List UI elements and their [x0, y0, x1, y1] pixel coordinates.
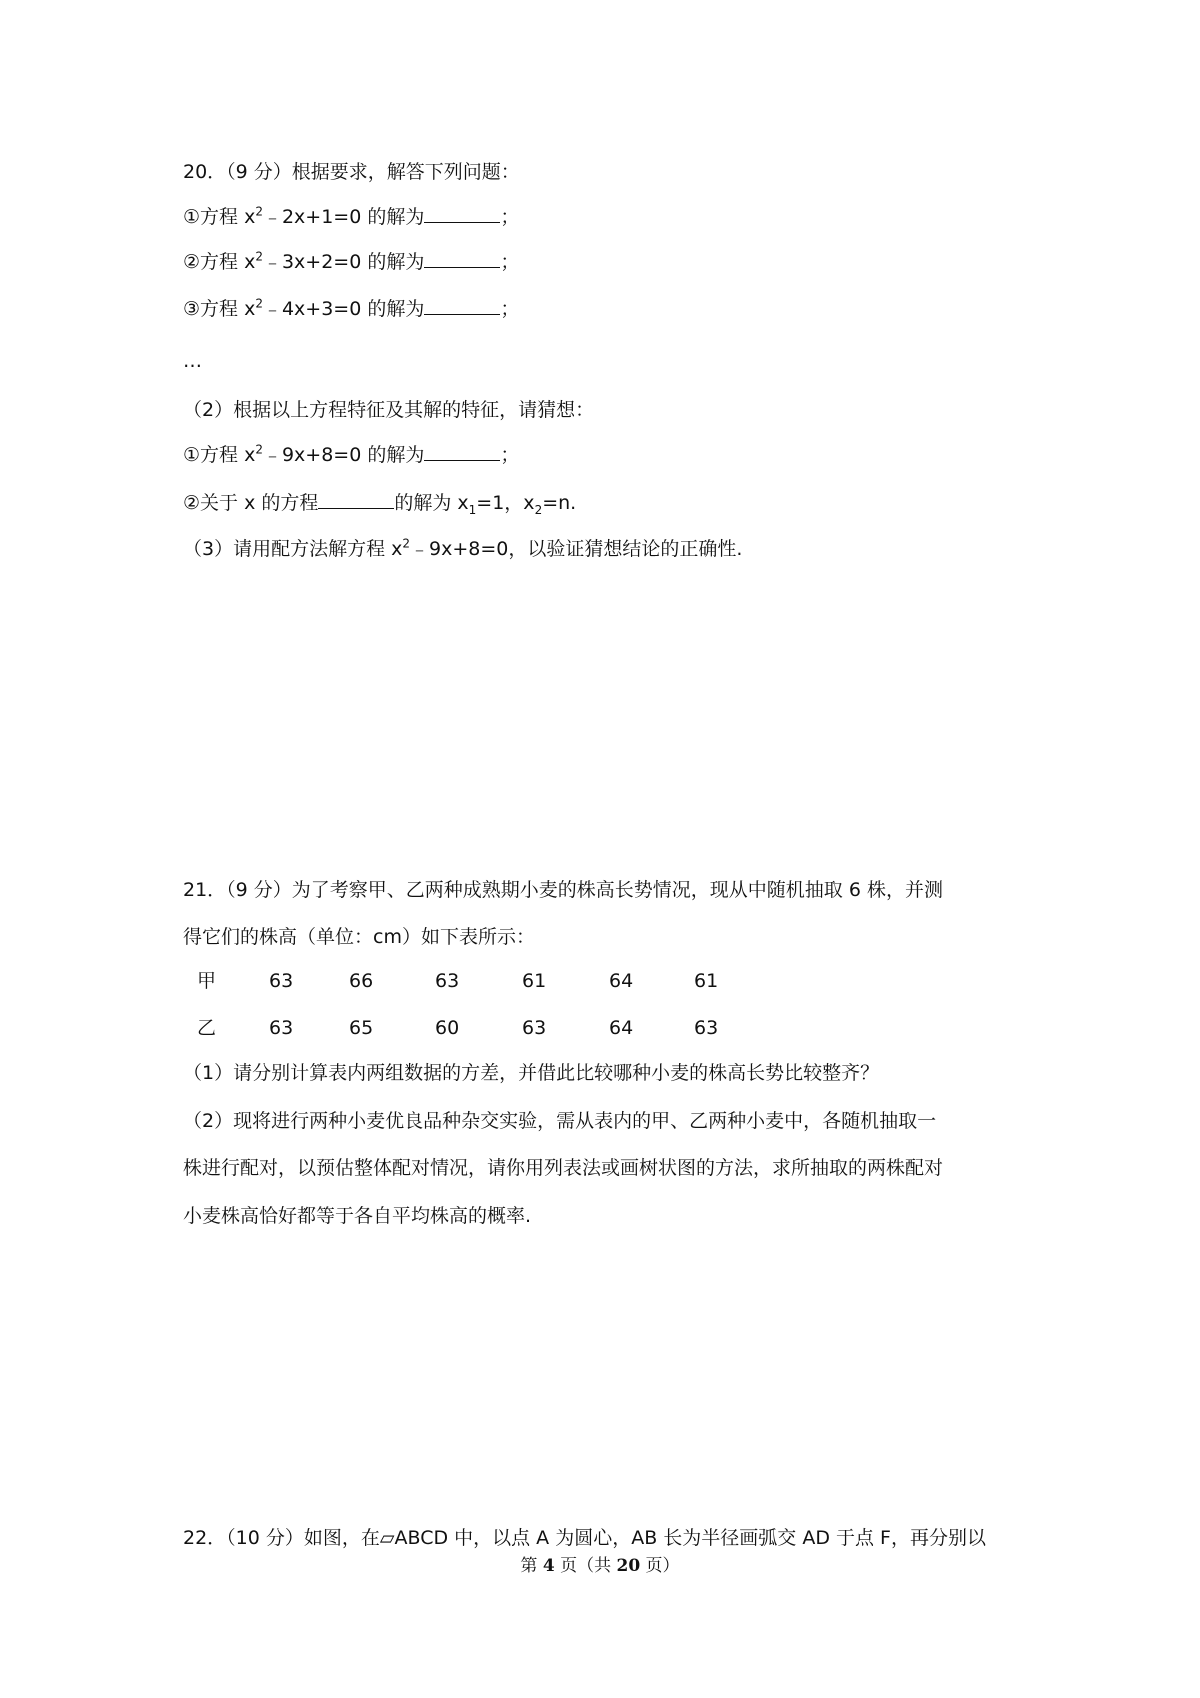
page-total: 20: [616, 1556, 641, 1576]
item-prefix: ②关于 x 的方程: [183, 492, 319, 514]
page-footer: [0, 1554, 1200, 1578]
footer-text: 页）: [640, 1556, 680, 1576]
q21-part1: （1）请分别计算表内两组数据的方差，并借此比较哪种小麦的株高长势比较整齐？: [183, 1062, 880, 1084]
table-cell: 63: [269, 970, 294, 992]
item-equation: ﹣4x+3=0 的解为: [262, 298, 425, 320]
q20-item-3: [183, 296, 519, 322]
item-equation: ﹣3x+2=0 的解为: [262, 251, 425, 273]
answer-blank: [424, 297, 500, 315]
table-cell: 64: [609, 1017, 634, 1039]
q20-part3: [183, 536, 742, 562]
item-text: 的解为 x: [394, 492, 469, 514]
item-end: ；: [500, 298, 520, 320]
superscript: 2: [255, 442, 263, 457]
q20-part2-item-1: [183, 442, 519, 468]
q20-part2-item-2: [183, 490, 576, 516]
q22-line-1: 22．（10 分）如图，在▱ABCD 中，以点 A 为圆心，AB 长为半径画弧交 AD 于点 F，再分别以: [183, 1527, 986, 1549]
q20-part2: （2）根据以上方程特征及其解的特征，请猜想：: [183, 399, 595, 421]
table-cell: 63: [522, 1017, 547, 1039]
superscript: 2: [255, 204, 263, 219]
row-label: 乙: [197, 1017, 217, 1039]
answer-blank: [318, 491, 394, 509]
item-equation: ﹣2x+1=0 的解为: [262, 206, 425, 228]
superscript: 2: [255, 249, 263, 264]
answer-blank: [424, 443, 500, 461]
answer-blank: [424, 205, 500, 223]
item-end: ；: [500, 206, 520, 228]
q20-item-1: [183, 204, 519, 230]
q21-part2-line-1: （2）现将进行两种小麦优良品种杂交实验，需从表内的甲、乙两种小麦中，各随机抽取一: [183, 1110, 937, 1132]
item-end: =n.: [542, 492, 577, 514]
subscript: 1: [468, 502, 477, 517]
page-number: 4: [542, 1556, 555, 1576]
q20-item-2: [183, 249, 519, 275]
part3-prefix: （3）请用配方法解方程 x: [183, 538, 403, 560]
item-end: ；: [500, 444, 520, 466]
superscript: 2: [255, 296, 263, 311]
q20-ellipsis: …: [183, 350, 202, 372]
subscript: 2: [534, 502, 543, 517]
item-prefix: ①方程 x: [183, 206, 256, 228]
item-prefix: ③方程 x: [183, 298, 256, 320]
table-cell: 66: [349, 970, 374, 992]
footer-text: 页（共: [554, 1556, 617, 1576]
row-label: 甲: [197, 970, 217, 992]
answer-blank: [424, 250, 500, 268]
table-cell: 63: [694, 1017, 719, 1039]
item-prefix: ①方程 x: [183, 444, 256, 466]
table-cell: 61: [694, 970, 719, 992]
table-cell: 63: [269, 1017, 294, 1039]
q21-part2-line-2: 株进行配对，以预估整体配对情况，请你用列表法或画树状图的方法，求所抽取的两株配对: [183, 1157, 944, 1179]
table-cell: 64: [609, 970, 634, 992]
q21-line-1: 21．（9 分）为了考察甲、乙两种成熟期小麦的株高长势情况，现从中随机抽取 6 株，并测: [183, 879, 943, 901]
item-prefix: ②方程 x: [183, 251, 256, 273]
superscript: 2: [402, 536, 411, 551]
q20-intro: 20．（9 分）根据要求，解答下列问题：: [183, 161, 520, 183]
part3-text: ﹣9x+8=0，以验证猜想结论的正确性.: [410, 538, 743, 560]
item-end: ；: [500, 251, 520, 273]
table-cell: 65: [349, 1017, 374, 1039]
q21-part2-line-3: 小麦株高恰好都等于各自平均株高的概率.: [183, 1205, 532, 1227]
item-equation: ﹣9x+8=0 的解为: [262, 444, 425, 466]
table-cell: 63: [435, 970, 460, 992]
footer-text: 第: [520, 1556, 543, 1576]
q21-line-2: 得它们的株高（单位：cm）如下表所示：: [183, 926, 535, 948]
item-text: =1，x: [476, 492, 535, 514]
table-cell: 60: [435, 1017, 460, 1039]
table-cell: 61: [522, 970, 547, 992]
